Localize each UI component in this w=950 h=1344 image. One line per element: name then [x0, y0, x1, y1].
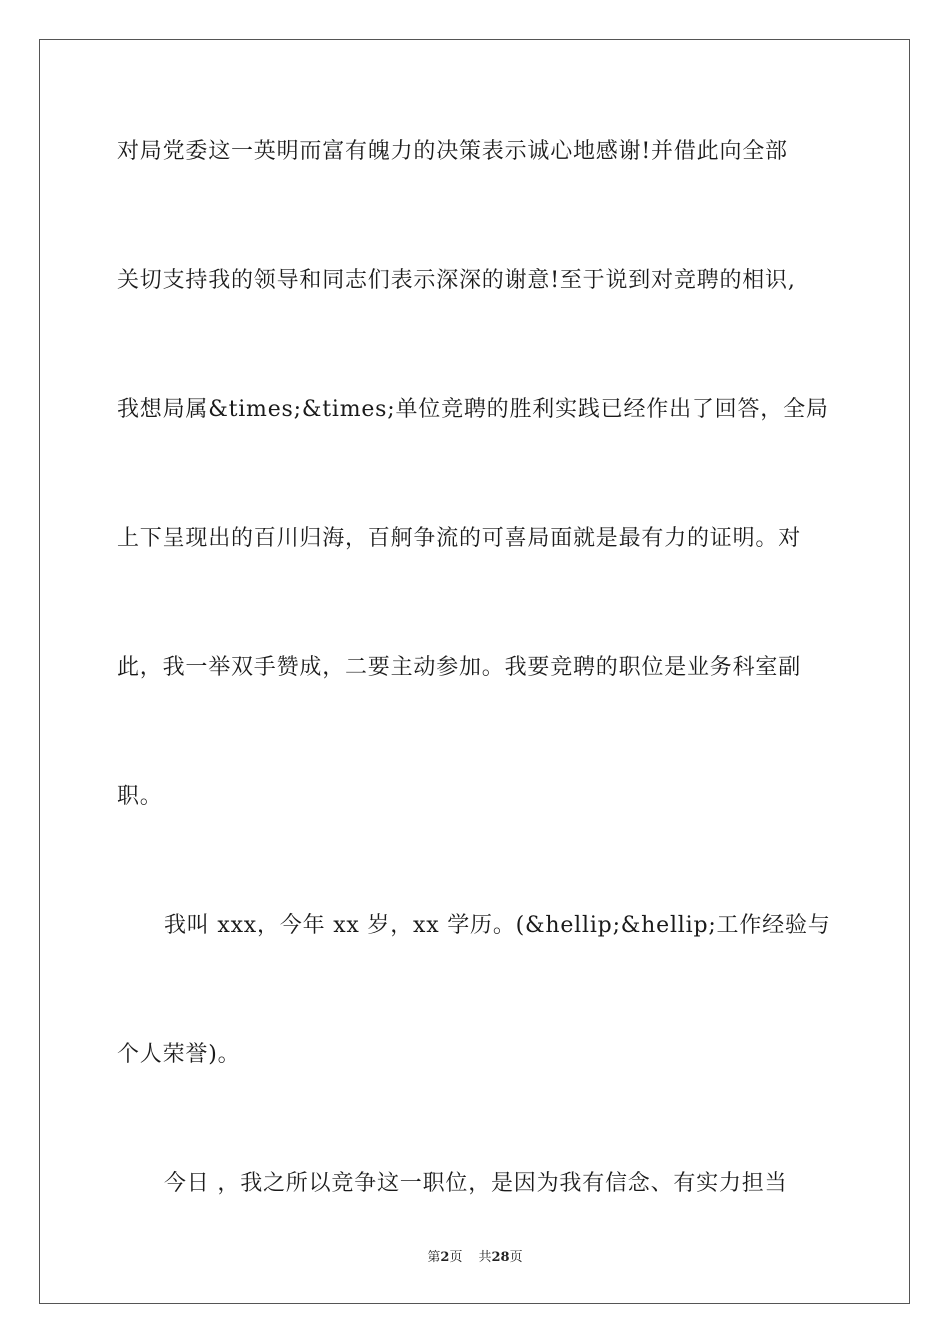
total-pages-number: 28	[491, 1250, 510, 1265]
text-line-2: 关切支持我的领导和同志们表示深深的谢意!至于说到对竞聘的相识,	[117, 268, 796, 293]
text-line-8: 个人荣誉)。	[117, 1042, 241, 1067]
current-page-number: 2	[440, 1250, 450, 1265]
page-suffix: 页	[449, 1250, 463, 1265]
text-line-6: 职。	[117, 784, 163, 809]
text-line-5: 此，我一举双手赞成，二要主动参加。我要竞聘的职位是业务科室副	[117, 655, 802, 680]
page-prefix: 第	[427, 1250, 441, 1265]
text-line-4: 上下呈现出的百川归海，百舸争流的可喜局面就是最有力的证明。对	[117, 526, 802, 551]
total-suffix: 页	[509, 1250, 523, 1265]
text-line-9: 今日 ，我之所以竞争这一职位，是因为我有信念、有实力担当	[164, 1171, 788, 1196]
document-body	[117, 120, 833, 1217]
text-line-7: 我叫 xxx，今年 xx 岁，xx 学历。(&hellip;&hellip;工作经验与	[164, 913, 831, 938]
page-number-footer	[0, 1246, 950, 1265]
text-line-1: 对局党委这一英明而富有魄力的决策表示诚心地感谢!并借此向全部	[117, 139, 788, 164]
text-line-3: 我想局属&times;&times;单位竞聘的胜利实践已经作出了回答，全局	[117, 397, 829, 422]
total-prefix: 共	[478, 1250, 492, 1265]
